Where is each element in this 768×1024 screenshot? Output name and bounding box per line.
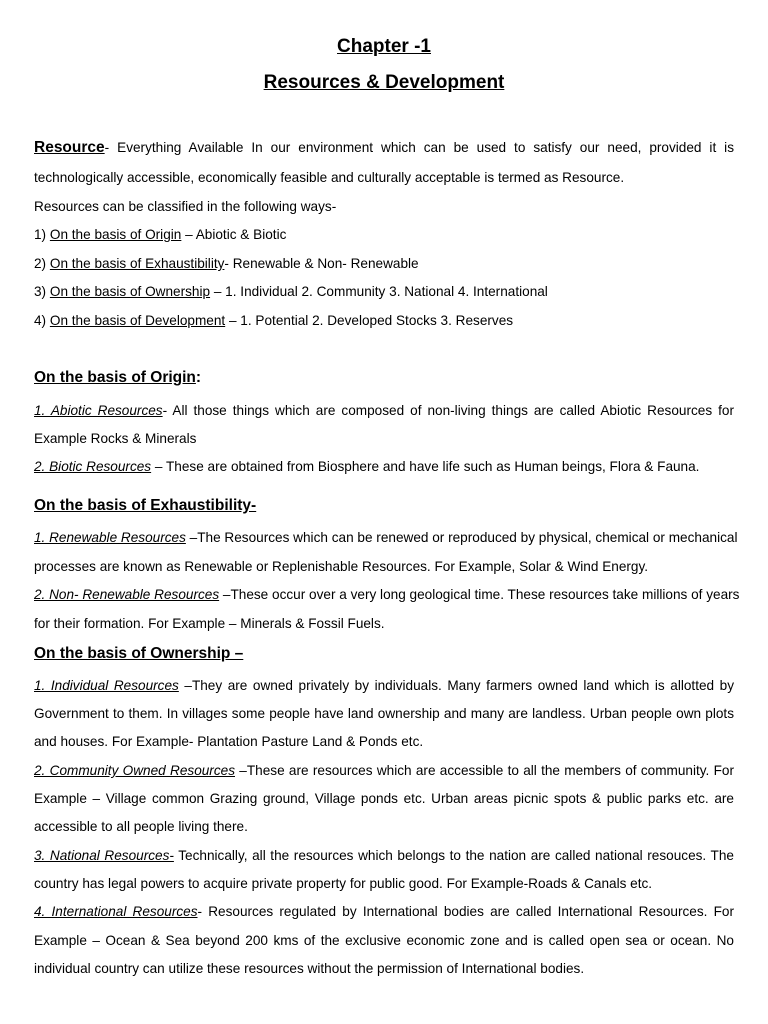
- classification-item: 1) On the basis of Origin – Abiotic & Biotic: [34, 227, 287, 242]
- section-heading-exhaustibility: On the basis of Exhaustibility-: [34, 497, 257, 514]
- individual-line-2: Government to them. In villages some people have land ownership and many are landless. Urban people own plots: [34, 706, 734, 721]
- international-line-3: individual country can utilize these resources without the permission of International bodies.: [34, 961, 585, 976]
- resource-definition-line-1: Resource- Everything Available In our environment which can be used to satisfy our need, provided it is: [34, 139, 734, 156]
- classification-item: 3) On the basis of Ownership – 1. Individual 2. Community 3. National 4. International: [34, 284, 548, 299]
- nonrenewable-line-1: 2. Non- Renewable Resources –These occur over a very long geological time. These resources take millions of years: [34, 587, 740, 602]
- individual-line-1: 1. Individual Resources –They are owned privately by individuals. Many farmers owned land which is allotted by: [34, 678, 734, 693]
- international-line-1: 4. International Resources- Resources regulated by International bodies are called International Resources. For: [34, 904, 734, 919]
- community-line-2: Example – Village common Grazing ground, Village ponds etc. Urban areas picnic spots & public parks etc. are: [34, 791, 734, 806]
- classification-item: 2) On the basis of Exhaustibility- Renewable & Non- Renewable: [34, 256, 419, 271]
- classification-item: 4) On the basis of Development – 1. Potential 2. Developed Stocks 3. Reserves: [34, 313, 514, 328]
- chapter-title: Chapter -1: [337, 36, 431, 57]
- renewable-line-2: processes are known as Renewable or Replenishable Resources. For Example, Solar & Wind Energy.: [34, 559, 649, 574]
- biotic-line-1: 2. Biotic Resources – These are obtained from Biosphere and have life such as Human beings, Flora & Fauna.: [34, 459, 700, 474]
- section-heading-origin: On the basis of Origin:: [34, 369, 202, 386]
- abiotic-line-2: Example Rocks & Minerals: [34, 431, 197, 446]
- individual-line-3: and houses. For Example- Plantation Pasture Land & Ponds etc.: [34, 734, 424, 749]
- community-line-3: accessible to all people living there.: [34, 819, 248, 834]
- classify-intro: Resources can be classified in the following ways-: [34, 199, 337, 214]
- national-line-2: country has legal powers to acquire private property for public good. For Example-Roads & Canals etc.: [34, 876, 653, 891]
- nonrenewable-line-2: for their formation. For Example – Minerals & Fossil Fuels.: [34, 616, 385, 631]
- community-line-1: 2. Community Owned Resources –These are resources which are accessible to all the members of community. For: [34, 763, 735, 778]
- abiotic-line-1: 1. Abiotic Resources- All those things which are composed of non-living things are called Abiotic Resources for: [34, 403, 734, 418]
- section-heading-ownership: On the basis of Ownership –: [34, 645, 244, 662]
- resource-definition-line-2: technologically accessible, economically feasible and culturally acceptable is termed as Resource.: [34, 170, 625, 185]
- international-line-2: Example – Ocean & Sea beyond 200 kms of the exclusive economic zone and is called open sea or ocean. No: [34, 933, 734, 948]
- resource-term: Resource: [34, 139, 105, 156]
- national-line-1: 3. National Resources- Technically, all the resources which belongs to the nation are called national resouces. The: [34, 848, 734, 863]
- chapter-subtitle: Resources & Development: [263, 72, 505, 93]
- renewable-line-1: 1. Renewable Resources –The Resources which can be renewed or reproduced by physical, chemical or mechanical: [34, 530, 738, 545]
